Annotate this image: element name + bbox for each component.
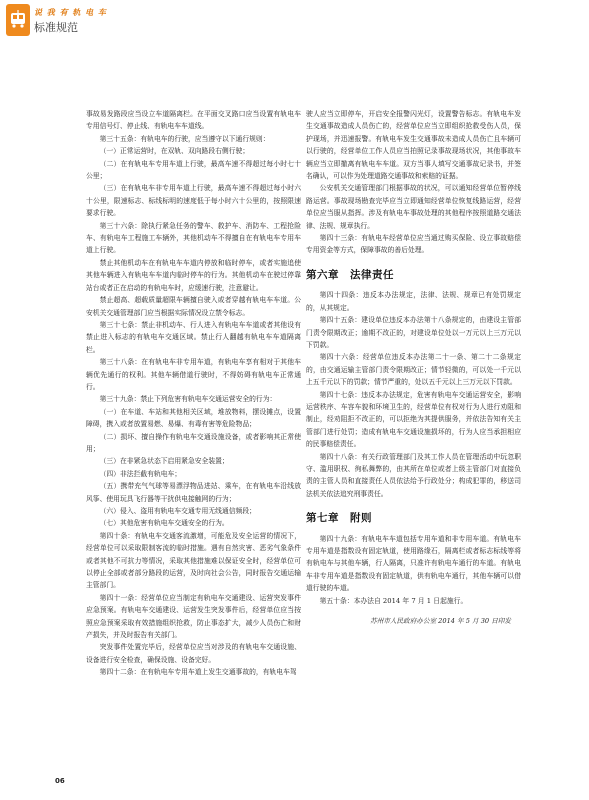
paragraph: （二）损坏、擅自操作有轨电车交通设施设备，或者影响其正常使用；	[86, 432, 301, 453]
paragraph: （六）侵入、盗用有轨电车交通专用无线通信频段；	[99, 507, 256, 515]
paragraph: （四）非法拦截有轨电车；	[99, 469, 182, 478]
right-column	[306, 108, 521, 627]
paragraph: 第四十五条：建设单位违反本办法第十八条规定的，由建设主管部门责令限期改正；逾期不改正的，对建设单位处以一万元以上三万元以下罚款。	[306, 316, 521, 349]
paragraph: 第三十六条：除执行紧急任务的警车、救护车、消防车、工程抢险车、有轨电车工程施工车辆外，其他机动车不得擅自在有轨电车专用车道上行驶。	[86, 221, 301, 255]
paragraph: 禁止超高、超载质量超限车辆擅自驶入或者穿越有轨电车车道。公安机关交通管理部门应当根据实际情况设立禁令标志。	[86, 296, 301, 317]
page-header	[6, 4, 126, 44]
paragraph: 突发事件处置完毕后，经营单位应当对涉及的有轨电车交通设施、设备进行安全检查，确保设施、设备完好。	[86, 643, 301, 664]
chapter-6-body	[306, 289, 521, 500]
paragraph: 第三十九条：禁止下列危害有轨电车交通运营安全的行为：	[99, 395, 277, 404]
brand-name: 说 我 有 轨 电 车	[34, 7, 107, 17]
paragraph: （一）在车道、车站和其他相关区域，堆放物料，摆设摊点，设置障碍，携入或者放置易燃、易爆、有毒有害等危险物品；	[86, 407, 301, 429]
chapter-7-body	[306, 533, 521, 607]
paragraph: 事故易发路段应当设立车道隔离栏。在平面交叉路口应当设置有轨电车专用信号灯、停止线、有轨电车车道线。	[86, 110, 301, 131]
left-column	[86, 108, 301, 679]
paragraph: 第三十五条：有轨电车的行驶，应当遵守以下通行规则：	[99, 134, 270, 143]
paragraph: 禁止其他机动车在有轨电车车道内停放和临时停车，或者实施追使其他车辆进入有轨电车车道内临时停车的行为。其他机动车在驶过停靠站台或者正在启动的有轨电车时，应缓速行驶，注意避让。	[86, 258, 301, 292]
paragraph: 第四十二条：在有轨电车专用车道上发生交通事故的，有轨电车驾	[99, 668, 297, 677]
paragraph: 第五十条：本办法自 2014 年 7 月 1 日起施行。	[319, 596, 468, 605]
paragraph: （三）在有轨电车非专用车道上行驶，最高车速不得超过每小时六十公里，限速标志、标线标明的速度低于每小时六十公里的，按照限速要求行驶。	[86, 184, 301, 218]
paragraph: 第四十条：有轨电车交通客流激增，可能危及安全运营的情况下，经营单位可以采取限制客流的临时措施。遇有自然灾害、恶劣气象条件或者其他不可抗力等情况，采取其他措施难以保证安全时，经营单位可以停止全部或者部分路段的运营，及时向社会公告，同时报告交通运输主管部门。	[86, 531, 301, 590]
paragraph: 公安机关交通管理部门根据事故的状况，可以通知经营单位暂停线路运营。事故现场勘查完毕应当立即通知经营单位恢复线路运营，经营单位应当服从指挥。涉及有轨电车事故处理的其他程序按照道路交通法律、法规、规章执行。	[306, 184, 521, 230]
chapter-7-title: 第七章 附则	[306, 512, 372, 525]
signoff: 苏州市人民政府办公室 2014 年 5 月 30 日印发	[370, 617, 511, 626]
paragraph: 驶人应当立即停车，开启安全报警闪光灯，设置警告标志。有轨电车发生交通事故造成人员伤亡的，经营单位应当立即组织抢救受伤人员，保护现场，并迅速报警。有轨电车发生交通事故未造成人员伤亡且车辆可以行驶的，经营单位工作人员应当拍照记录事故现场状况，其他事故车辆应当立即撤离有轨电车车道。双方当事人填写交通事故记录书，并签名确认，可以作为处理道路交通事故和索赔的证据。	[306, 110, 521, 181]
chapter-6-title: 第六章 法律责任	[306, 268, 394, 281]
paragraph: （七）其他危害有轨电车交通安全的行为。	[99, 519, 229, 528]
paragraph: （三）在非紧急状态下启用紧急安全装置；	[99, 457, 229, 466]
paragraph: 第四十四条：违反本办法规定，法律、法规、规章已有处罚规定的，从其规定。	[306, 291, 521, 312]
paragraph: 第四十七条：违反本办法规定，危害有轨电车交通运营安全，影响运营秩序、车容车貌和环境卫生的，经营单位有权对行为人进行劝阻和制止，经劝阻拒不改正的，可以拒绝为其提供服务，并依法告知有关主管部门进行处罚；造成有轨电车交通设施损坏的，行为人应当承担相应的民事赔偿责任。	[306, 390, 521, 449]
paragraph: 第四十一条：经营单位应当制定有轨电车交通建设、运营突发事件应急预案。有轨电车交通建设、运营发生突发事件后，经营单位应当按照应急预案采取有效措施组织抢救，防止事态扩大，减少人员伤亡和财产损失，并及时报告有关部门。	[86, 593, 301, 640]
paragraph: （二）在有轨电车专用车道上行驶，最高车速不得超过每小时七十公里；	[86, 159, 301, 181]
paragraph: （五）携带充气气球等易漂浮物品进站、乘车，在有轨电车沿线放风筝、使用玩具飞行器等干扰供电接触网的行为；	[86, 482, 301, 503]
paragraph: 第四十三条：有轨电车经营单位应当通过购买保险、设立事故赔偿专用资金等方式，保障事故的善后处理。	[306, 234, 521, 255]
right-column-top	[306, 108, 521, 257]
tram-icon	[9, 10, 27, 30]
paragraph: 第四十九条：有轨电车车道包括专用车道和非专用车道。有轨电车专用车道是指数设有固定轨道，使用路缘石，隔离栏或者标志标线等将有轨电车与其他车辆，行人隔离，只准许有轨电车通行的车道。有轨电车非专用车道是指数设有固定轨道，供有轨电车通行，其他车辆可以借道行驶的车道。	[306, 534, 521, 593]
paragraph: 第四十六条：经营单位违反本办法第二十一条、第二十二条规定的，由交通运输主管部门责令限期改正；情节轻微的，可以处一千元以上五千元以下的罚款；情节严重的，处以五千元以上三万元以下罚款。	[306, 353, 521, 387]
page-number: 06	[55, 777, 65, 785]
paragraph: （一）正常运营时，在双轨、双向路段右侧行驶；	[99, 147, 250, 156]
paragraph: 第四十八条：有关行政管理部门及其工作人员在管理活动中玩忽职守、滥用职权、徇私舞弊的，由其所在单位或者上级主管部门对直接负责的主管人员和直接责任人员依法给予行政处分；构成犯罪的，移送司法机关依法追究刑事责任。	[306, 452, 521, 498]
paragraph: 第三十八条：在有轨电车非专用车道，有轨电车享有相对于其他车辆优先通行的权利。其他车辆借道行驶时，不得妨碍有轨电车正常通行。	[86, 358, 301, 391]
section-name: 标准规范	[34, 21, 78, 34]
paragraph: 第三十七条：禁止非机动车、行人进入有轨电车车道或者其他设有禁止进入标志的有轨电车交通区域。禁止行人翻越有轨电车车道隔离栏。	[86, 320, 301, 354]
logo	[6, 4, 30, 36]
